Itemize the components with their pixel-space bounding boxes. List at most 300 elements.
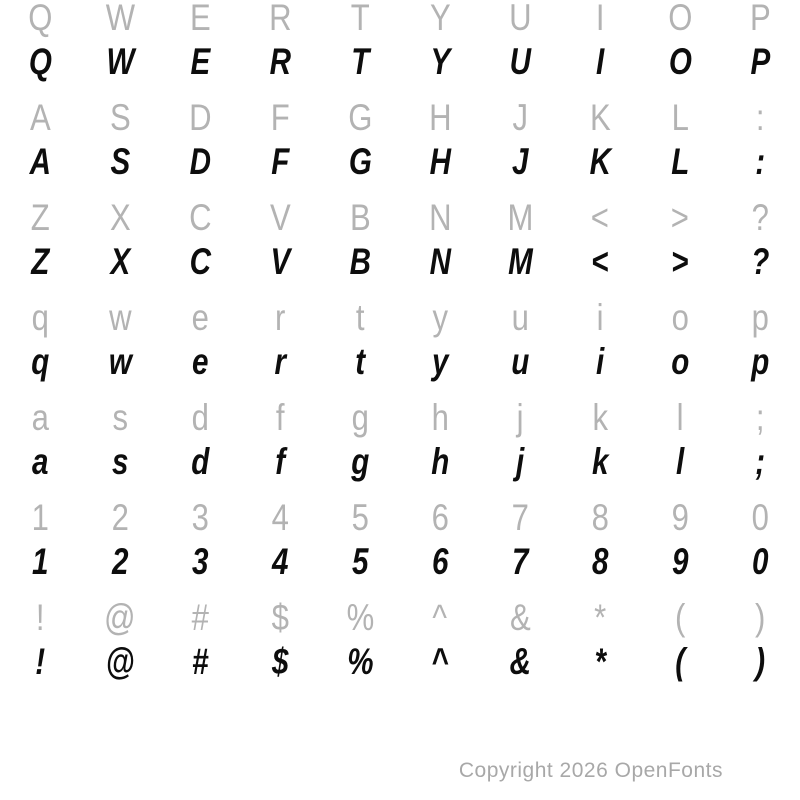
- glyph: h: [430, 441, 450, 482]
- glyph-cell: [160, 36, 240, 88]
- glyph: q: [31, 297, 49, 338]
- row-pair-uppercase-home-row: [0, 97, 800, 200]
- glyph: :: [755, 141, 765, 182]
- glyph: y: [431, 341, 449, 382]
- glyph: E: [190, 41, 210, 82]
- glyph: &: [509, 641, 531, 682]
- glyph: e: [191, 341, 209, 382]
- glyph-cell: [320, 336, 400, 388]
- glyph-cell: [720, 597, 800, 638]
- glyph: N: [429, 241, 451, 282]
- glyph-cell: [240, 497, 320, 538]
- glyph-cell: [400, 497, 480, 538]
- bold-italic-sample-row-symbols-row: [0, 636, 800, 688]
- glyph: P: [749, 0, 771, 38]
- row-pair-lowercase-top-row: [0, 297, 800, 400]
- glyph-cell: [560, 436, 640, 488]
- glyph-cell: [640, 236, 720, 288]
- glyph-cell: [400, 597, 480, 638]
- glyph-cell: [720, 436, 800, 488]
- glyph: O: [667, 0, 693, 38]
- glyph-cell: [480, 597, 560, 638]
- glyph-cell: [400, 236, 480, 288]
- glyph: ?: [751, 197, 769, 238]
- glyph: A: [29, 141, 51, 182]
- glyph-cell: [240, 336, 320, 388]
- glyph-cell: [240, 397, 320, 438]
- glyph: 2: [111, 497, 129, 538]
- glyph: %: [346, 597, 374, 638]
- glyph-cell: [0, 297, 80, 338]
- glyph-cell: [160, 497, 240, 538]
- glyph: M: [507, 197, 533, 238]
- glyph-cell: [640, 536, 720, 588]
- glyph-cell: [160, 597, 240, 638]
- glyph-cell: [160, 336, 240, 388]
- glyph-cell: [640, 0, 720, 36]
- row-pair-lowercase-home-row: [0, 397, 800, 500]
- glyph: r: [274, 297, 286, 338]
- glyph-cell: [80, 136, 160, 188]
- row-pair-digits-row: [0, 497, 800, 600]
- glyph: 2: [111, 541, 129, 582]
- glyph: g: [350, 441, 370, 482]
- glyph-cell: [80, 436, 160, 488]
- glyph-cell: [400, 136, 480, 188]
- glyph-cell: [80, 336, 160, 388]
- glyph-cell: [640, 297, 720, 338]
- glyph-cell: [480, 36, 560, 88]
- glyph: 4: [271, 541, 289, 582]
- glyph: D: [189, 141, 211, 182]
- glyph: 6: [431, 541, 449, 582]
- glyph: ?: [750, 241, 770, 282]
- glyph: I: [595, 0, 605, 38]
- glyph: e: [191, 297, 209, 338]
- glyph: G: [347, 97, 373, 138]
- glyph: C: [188, 197, 212, 238]
- glyph: R: [268, 0, 292, 38]
- glyph-cell: [0, 497, 80, 538]
- glyph: *: [593, 597, 607, 638]
- glyph-cell: [240, 536, 320, 588]
- bold-italic-sample-row-digits-row: [0, 536, 800, 588]
- glyph-cell: [0, 197, 80, 238]
- glyph: C: [189, 241, 211, 282]
- glyph-cell: [240, 297, 320, 338]
- glyph-cell: [560, 597, 640, 638]
- glyph-cell: [0, 597, 80, 638]
- glyph-cell: [640, 97, 720, 138]
- glyph-cell: [160, 97, 240, 138]
- glyph: H: [429, 141, 451, 182]
- glyph: &: [509, 597, 531, 638]
- glyph: q: [30, 341, 50, 382]
- glyph: E: [189, 0, 211, 38]
- glyph: S: [110, 141, 130, 182]
- glyph-cell: [80, 0, 160, 36]
- glyph: u: [511, 297, 529, 338]
- glyph: M: [507, 241, 533, 282]
- glyph: #: [191, 597, 209, 638]
- glyph: G: [348, 141, 372, 182]
- glyph-cell: [80, 197, 160, 238]
- glyph-cell: [720, 297, 800, 338]
- glyph: ;: [755, 441, 765, 482]
- glyph: >: [670, 197, 690, 238]
- glyph-cell: [0, 0, 80, 36]
- glyph: J: [511, 141, 529, 182]
- glyph: 3: [191, 541, 209, 582]
- glyph: 4: [271, 497, 289, 538]
- glyph-cell: [480, 536, 560, 588]
- glyph: u: [510, 341, 530, 382]
- glyph-cell: [720, 97, 800, 138]
- glyph-cell: [240, 636, 320, 688]
- glyph: 1: [31, 541, 49, 582]
- glyph-cell: [560, 97, 640, 138]
- reference-style-row-uppercase-home-row: [0, 97, 800, 138]
- glyph-cell: [80, 597, 160, 638]
- glyph-cell: [0, 36, 80, 88]
- glyph-cell: [0, 136, 80, 188]
- glyph: k: [592, 397, 608, 438]
- glyph: o: [670, 341, 690, 382]
- glyph-cell: [320, 497, 400, 538]
- glyph: d: [191, 397, 209, 438]
- glyph-cell: [400, 536, 480, 588]
- glyph: ^: [431, 641, 449, 682]
- glyph-cell: [720, 136, 800, 188]
- glyph: j: [515, 441, 525, 482]
- glyph: B: [349, 241, 371, 282]
- glyph-cell: [400, 397, 480, 438]
- glyph: 3: [191, 497, 209, 538]
- glyph: k: [591, 441, 609, 482]
- glyph: d: [190, 441, 210, 482]
- glyph-cell: [80, 297, 160, 338]
- glyph-cell: [640, 197, 720, 238]
- glyph-cell: [320, 397, 400, 438]
- glyph-cell: [640, 36, 720, 88]
- glyph-cell: [640, 636, 720, 688]
- glyph: F: [270, 97, 290, 138]
- glyph-cell: [240, 136, 320, 188]
- glyph: @: [105, 641, 135, 682]
- glyph: W: [106, 41, 134, 82]
- glyph-cell: [320, 0, 400, 36]
- glyph: U: [508, 0, 532, 38]
- glyph: Q: [27, 0, 53, 38]
- glyph-cell: [400, 0, 480, 36]
- glyph: K: [589, 141, 611, 182]
- row-pair-uppercase-bottom-row: [0, 197, 800, 300]
- glyph-cell: [640, 597, 720, 638]
- glyph-cell: [160, 536, 240, 588]
- glyph-cell: [320, 436, 400, 488]
- glyph: @: [104, 597, 136, 638]
- glyph: s: [111, 441, 129, 482]
- glyph-cell: [240, 436, 320, 488]
- glyph-cell: [480, 436, 560, 488]
- row-pair-symbols-row: [0, 597, 800, 700]
- glyph-cell: [560, 136, 640, 188]
- glyph: 7: [511, 497, 529, 538]
- glyph: $: [271, 597, 289, 638]
- glyph: #: [191, 641, 209, 682]
- glyph-cell: [560, 336, 640, 388]
- glyph: S: [109, 97, 131, 138]
- glyph-cell: [240, 197, 320, 238]
- glyph: 1: [31, 497, 49, 538]
- glyph: i: [596, 297, 604, 338]
- glyph-cell: [720, 536, 800, 588]
- glyph-cell: [400, 436, 480, 488]
- glyph: i: [595, 341, 605, 382]
- glyph-cell: [560, 197, 640, 238]
- glyph-cell: [480, 197, 560, 238]
- glyph-cell: [720, 197, 800, 238]
- glyph-cell: [720, 0, 800, 36]
- glyph: l: [675, 441, 685, 482]
- glyph: (: [675, 641, 685, 682]
- glyph: T: [350, 41, 370, 82]
- glyph-cell: [560, 36, 640, 88]
- glyph: X: [109, 197, 131, 238]
- glyph: T: [350, 0, 370, 38]
- row-pair-uppercase-top-row: [0, 0, 800, 100]
- glyph: 9: [671, 541, 689, 582]
- glyph-cell: [160, 297, 240, 338]
- glyph-cell: [400, 36, 480, 88]
- glyph-cell: [80, 497, 160, 538]
- glyph-cell: [640, 436, 720, 488]
- glyph-cell: [480, 297, 560, 338]
- glyph-cell: [160, 197, 240, 238]
- glyph: p: [751, 297, 769, 338]
- glyph-cell: [560, 297, 640, 338]
- glyph-cell: [80, 36, 160, 88]
- glyph: %: [346, 641, 374, 682]
- glyph-cell: [480, 497, 560, 538]
- glyph: 6: [431, 497, 449, 538]
- glyph-cell: [0, 436, 80, 488]
- glyph: g: [351, 397, 369, 438]
- glyph: w: [108, 297, 132, 338]
- glyph-cell: [240, 97, 320, 138]
- glyph-cell: [480, 0, 560, 36]
- glyph: L: [671, 97, 689, 138]
- glyph-cell: [720, 497, 800, 538]
- glyph: a: [31, 397, 49, 438]
- glyph-cell: [0, 336, 80, 388]
- bold-italic-sample-row-lowercase-top-row: [0, 336, 800, 388]
- glyph-cell: [480, 336, 560, 388]
- glyph: ;: [755, 397, 765, 438]
- glyph: 0: [751, 541, 769, 582]
- glyph-cell: [240, 597, 320, 638]
- glyph: f: [275, 397, 285, 438]
- glyph-cell: [560, 497, 640, 538]
- glyph-cell: [720, 397, 800, 438]
- glyph-cell: [640, 497, 720, 538]
- glyph-cell: [0, 397, 80, 438]
- glyph-cell: [0, 236, 80, 288]
- reference-style-row-uppercase-bottom-row: [0, 197, 800, 238]
- glyph-cell: [560, 636, 640, 688]
- glyph: 0: [751, 497, 769, 538]
- glyph: W: [105, 0, 135, 38]
- glyph: 8: [591, 541, 609, 582]
- glyph-cell: [480, 236, 560, 288]
- glyph-cell: [560, 536, 640, 588]
- glyph-cell: [160, 636, 240, 688]
- glyph-cell: [480, 397, 560, 438]
- glyph: Q: [28, 41, 52, 82]
- glyph: V: [270, 241, 290, 282]
- glyph: w: [108, 341, 132, 382]
- copyright-notice: Copyright 2026 OpenFonts: [458, 759, 723, 782]
- glyph: J: [512, 97, 528, 138]
- bold-italic-sample-row-uppercase-bottom-row: [0, 236, 800, 288]
- glyph: H: [428, 97, 452, 138]
- glyph-cell: [80, 397, 160, 438]
- glyph: 5: [351, 497, 369, 538]
- glyph-cell: [0, 97, 80, 138]
- glyph: t: [355, 297, 365, 338]
- glyph-cell: [320, 297, 400, 338]
- glyph-cell: [240, 236, 320, 288]
- glyph-cell: [400, 336, 480, 388]
- glyph: <: [591, 241, 609, 282]
- glyph: s: [112, 397, 128, 438]
- bold-italic-sample-row-uppercase-home-row: [0, 136, 800, 188]
- reference-style-row-lowercase-top-row: [0, 297, 800, 338]
- reference-style-row-uppercase-top-row: [0, 0, 800, 36]
- glyph-cell: [160, 0, 240, 36]
- glyph: (: [674, 597, 686, 638]
- glyph: a: [31, 441, 49, 482]
- glyph: Y: [430, 41, 450, 82]
- glyph: O: [668, 41, 692, 82]
- glyph: t: [355, 341, 365, 382]
- glyph: B: [349, 197, 371, 238]
- glyph: !: [35, 641, 45, 682]
- glyph: >: [671, 241, 689, 282]
- glyph-cell: [320, 636, 400, 688]
- glyph-cell: [720, 636, 800, 688]
- reference-style-row-lowercase-home-row: [0, 397, 800, 438]
- glyph-cell: [400, 636, 480, 688]
- glyph: !: [35, 597, 45, 638]
- glyph-cell: [480, 136, 560, 188]
- glyph: R: [269, 41, 291, 82]
- glyph-cell: [720, 36, 800, 88]
- glyph: ^: [432, 597, 448, 638]
- glyph-cell: [720, 336, 800, 388]
- glyph-cell: [80, 97, 160, 138]
- glyph-cell: [640, 397, 720, 438]
- glyph: D: [188, 97, 212, 138]
- glyph-cell: [320, 536, 400, 588]
- glyph: r: [274, 341, 286, 382]
- glyph-cell: [80, 636, 160, 688]
- glyph: 7: [511, 541, 529, 582]
- glyph: o: [671, 297, 689, 338]
- glyph: $: [271, 641, 289, 682]
- glyph-cell: [400, 97, 480, 138]
- glyph: h: [431, 397, 449, 438]
- glyph-cell: [160, 136, 240, 188]
- glyph: L: [670, 141, 690, 182]
- glyph-cell: [320, 597, 400, 638]
- glyph-cell: [240, 0, 320, 36]
- glyph: l: [676, 397, 684, 438]
- bold-italic-sample-row-lowercase-home-row: [0, 436, 800, 488]
- glyph: ): [755, 641, 765, 682]
- glyph-cell: [160, 397, 240, 438]
- glyph: I: [595, 41, 605, 82]
- glyph: Z: [30, 241, 50, 282]
- glyph: f: [275, 441, 285, 482]
- glyph: p: [750, 341, 770, 382]
- glyph-cell: [320, 136, 400, 188]
- glyph: V: [269, 197, 291, 238]
- glyph: X: [110, 241, 130, 282]
- reference-style-row-symbols-row: [0, 597, 800, 638]
- glyph-cell: [80, 236, 160, 288]
- glyph: P: [750, 41, 770, 82]
- glyph-cell: [320, 197, 400, 238]
- glyph-cell: [400, 297, 480, 338]
- glyph: <: [590, 197, 610, 238]
- glyph-cell: [720, 236, 800, 288]
- glyph-cell: [160, 236, 240, 288]
- glyph: N: [428, 197, 452, 238]
- glyph-cell: [80, 536, 160, 588]
- reference-style-row-digits-row: [0, 497, 800, 538]
- glyph-cell: [320, 36, 400, 88]
- glyph-cell: [400, 197, 480, 238]
- glyph-cell: [240, 36, 320, 88]
- glyph-cell: [480, 97, 560, 138]
- glyph-cell: [560, 0, 640, 36]
- bold-italic-sample-row-uppercase-top-row: [0, 36, 800, 88]
- glyph: 9: [671, 497, 689, 538]
- glyph-cell: [560, 397, 640, 438]
- glyph: :: [755, 97, 765, 138]
- glyph-cell: [640, 336, 720, 388]
- glyph-cell: [320, 97, 400, 138]
- glyph-cell: [560, 236, 640, 288]
- glyph-cell: [640, 136, 720, 188]
- glyph: ): [754, 597, 766, 638]
- glyph: U: [509, 41, 531, 82]
- glyph-cell: [0, 536, 80, 588]
- glyph: A: [29, 97, 51, 138]
- glyph: Z: [30, 197, 50, 238]
- glyph: j: [516, 397, 524, 438]
- glyph: K: [589, 97, 611, 138]
- glyph-cell: [160, 436, 240, 488]
- glyph: 5: [351, 541, 369, 582]
- glyph-cell: [320, 236, 400, 288]
- glyph-cell: [0, 636, 80, 688]
- glyph-cell: [480, 636, 560, 688]
- glyph: y: [432, 297, 448, 338]
- glyph: *: [594, 641, 606, 682]
- glyph: Y: [429, 0, 451, 38]
